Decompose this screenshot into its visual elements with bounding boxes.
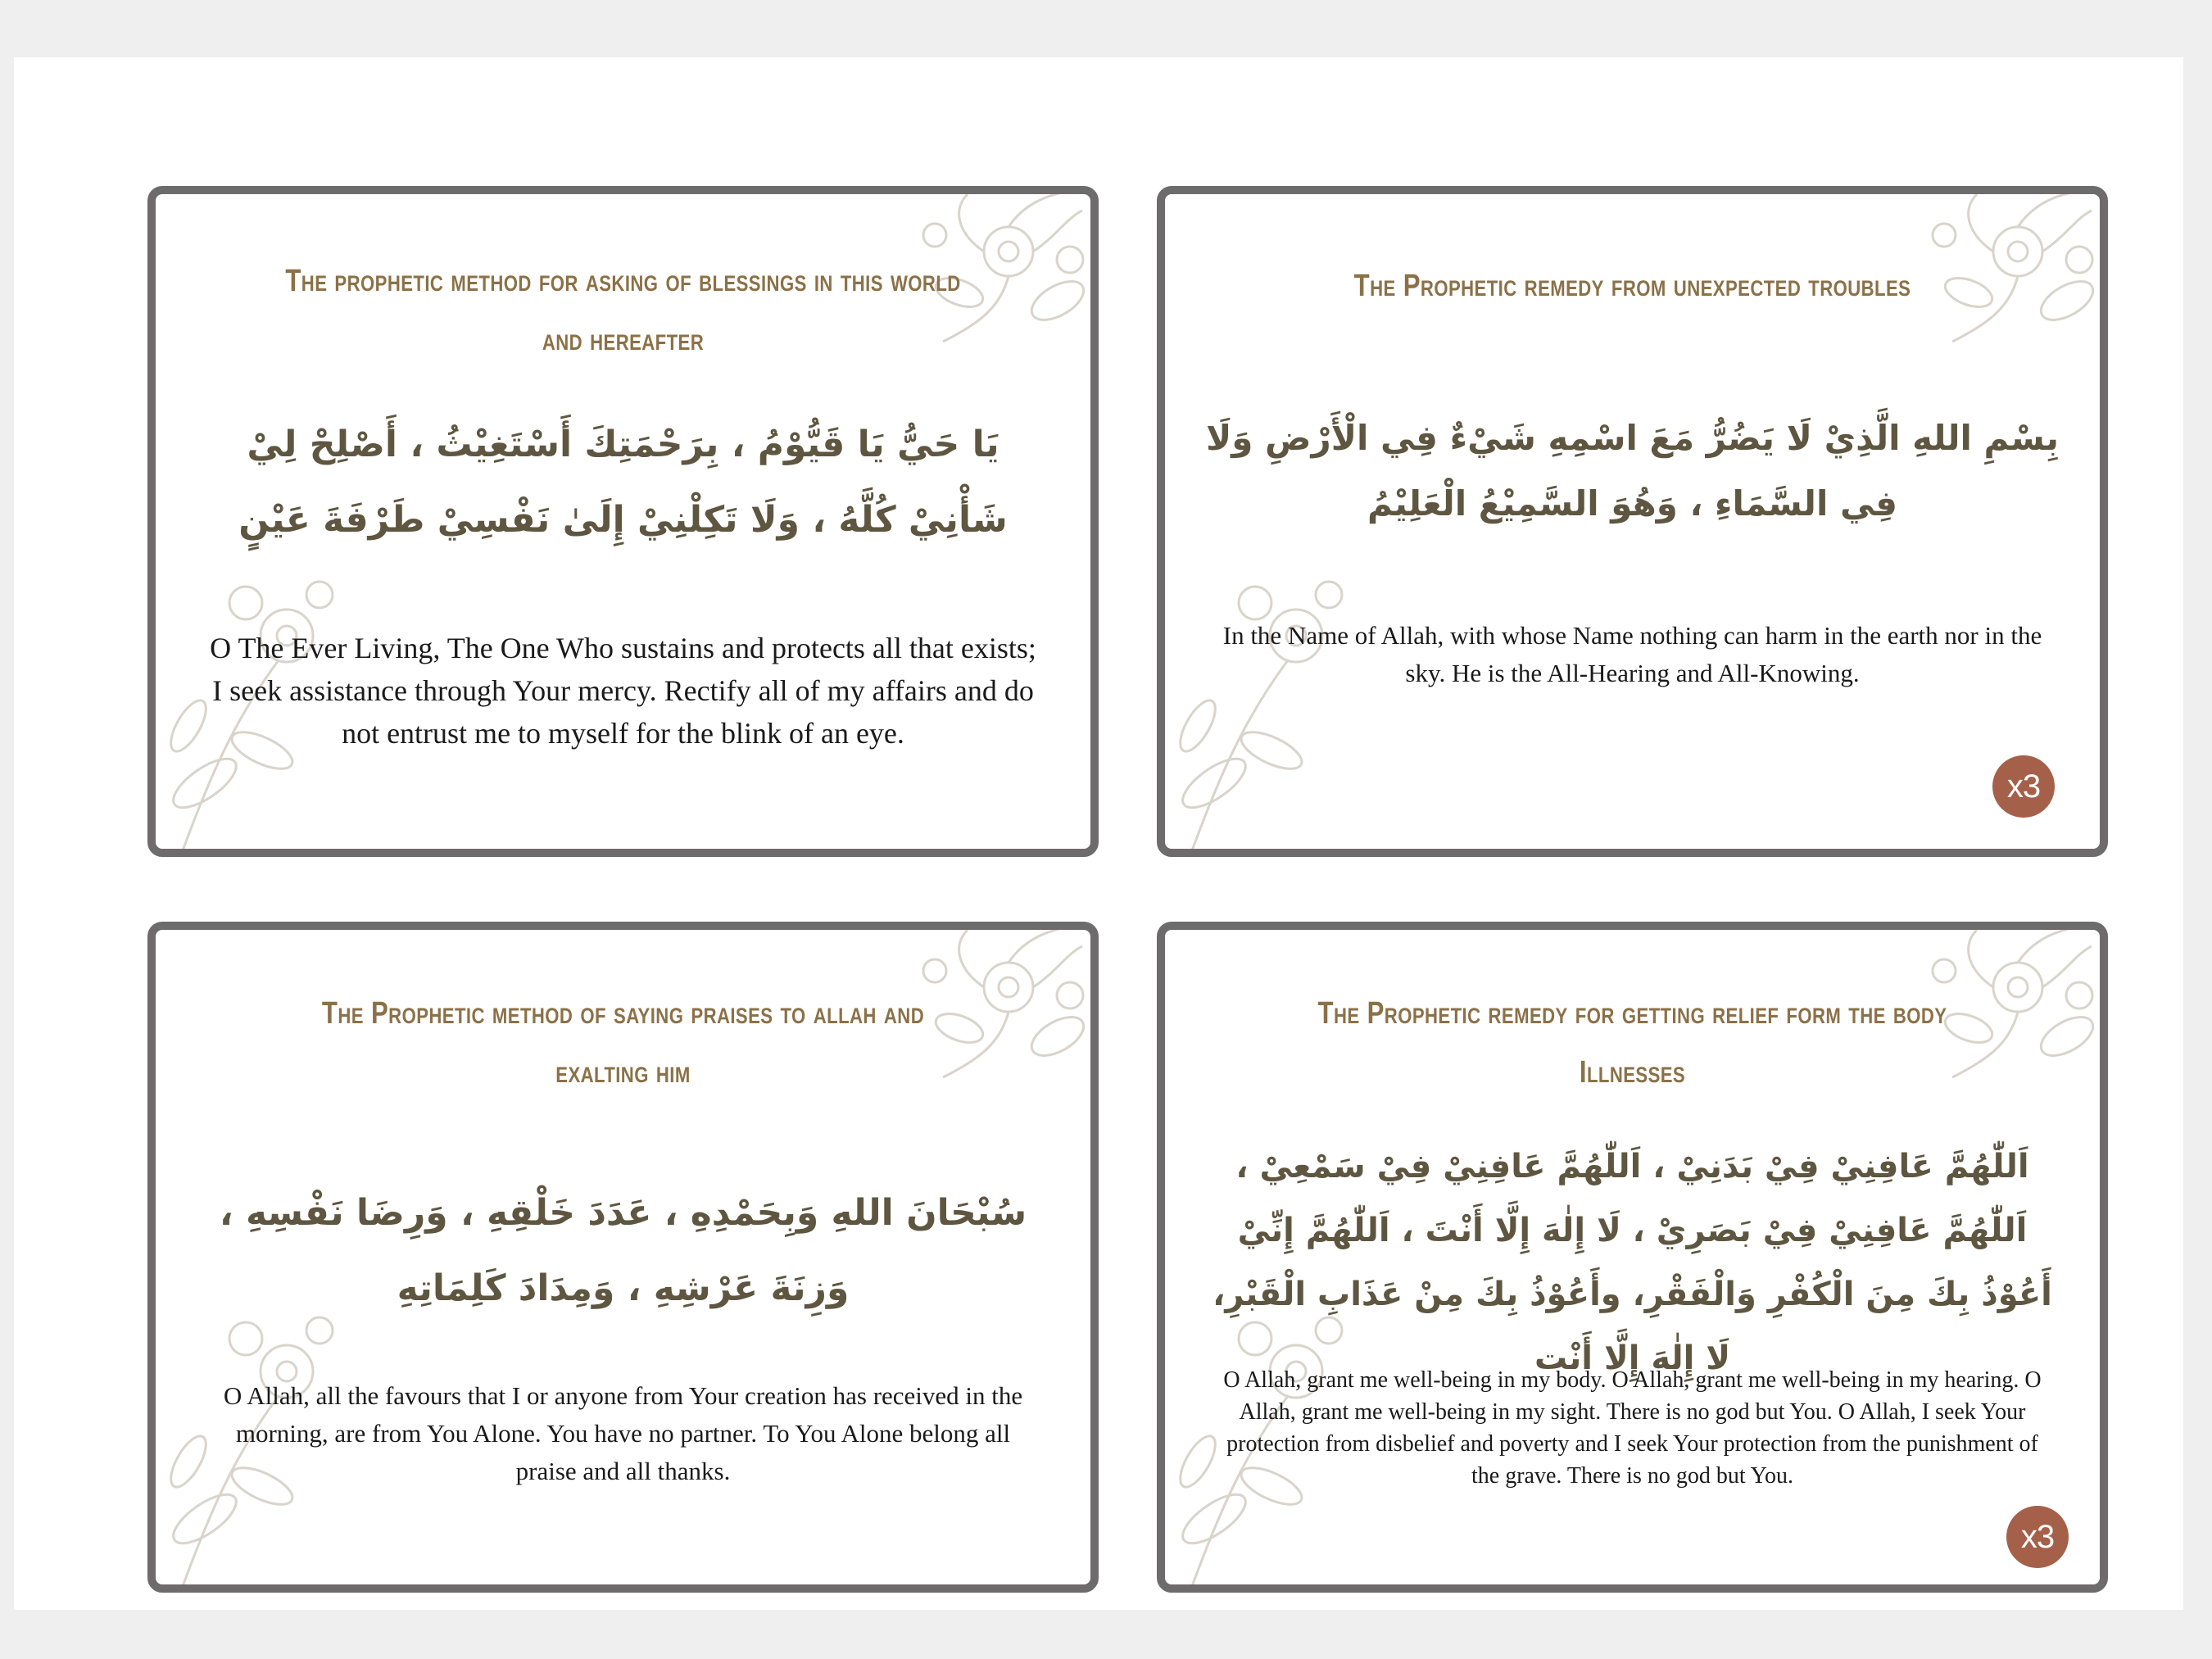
card-title: The Prophetic method of saying praises to allah and exalting him — [321, 996, 925, 1090]
english-translation: O Allah, all the favours that I or anyone from Your creation has received in the morning, are from You Alone. You have no partner. To You Alone belong all praise and all thanks. — [223, 1381, 1023, 1485]
card-title: The Prophetic remedy from unexpected troubles — [1353, 269, 1911, 303]
arabic-text: اَللّٰهُمَّ عَافِنِيْ فِيْ بَدَنِيْ ، اَللّٰهُمَّ عَافِنِيْ فِيْ سَمْعِيْ ، اَللّٰهُمَّ عَافِنِيْ فِيْ بَصَرِيْ ، لَا إِلٰهَ إِلَّا أَنْتَ ، اَللّٰهُمَّ إِنِّيْ أَعُوْذُ بِكَ مِنَ الْكُفْرِ وَالْفَقْرِ، وأَعُوْذُ بِكَ مِنْ عَذَابِ الْقَبْرِ، لَا إِلٰهَ إِلَّا أَنْت — [1213, 1148, 2052, 1377]
page-sheet — [14, 57, 2183, 1610]
english-translation: O The Ever Living, The One Who sustains and protects all that exists; I seek assistance through Your mercy. Rectify all of my affairs and do not entrust me to myself for the blink of an eye. — [210, 632, 1036, 750]
card-title: The Prophetic remedy for getting relief form the body Illnesses — [1317, 996, 1947, 1090]
dua-card-blessings — [147, 186, 1099, 857]
arabic-text: يَا حَيُّ يَا قَيُّوْمُ ، بِرَحْمَتِكَ أَسْتَغِيْثُ ، أَصْلِحْ لِيْ شَأْنِيْ كُلَّهُ ، وَلَا تَكِلْنِيْ إِلَىٰ نَفْسِيْ طَرْفَةَ عَيْنٍ — [238, 424, 1008, 541]
dua-card-illnesses — [1157, 922, 2108, 1593]
english-translation: In the Name of Allah, with whose Name nothing can harm in the earth nor in the sky. He is the All-Hearing and All-Knowing. — [1222, 621, 2042, 687]
floral-stem-icon — [1165, 546, 1378, 857]
repeat-count-badge: x3 — [1992, 755, 2055, 818]
english-translation: O Allah, grant me well-being in my body. O Allah, grant me well-being in my hearing. O Allah, grant me well-being in my sight. There is no god but You. O Allah, I seek Your protection from disbelief and poverty and I seek Your protection from the punishment of the grave. There is no god but You. — [1223, 1367, 2042, 1489]
dua-card-praises — [147, 922, 1099, 1593]
arabic-text: بِسْمِ اللهِ الَّذِيْ لَا يَضُرُّ مَعَ اسْمِهِ شَيْءٌ فِي الْأَرْضِ وَلَا فِي السَّمَاءِ ، وَهُوَ السَّمِيْعُ الْعَلِيْمُ — [1206, 418, 2059, 524]
arabic-text: سُبْحَانَ اللهِ وَبِحَمْدِهِ ، عَدَدَ خَلْقِهِ ، وَرِضَا نَفْسِهِ ، وَزِنَةَ عَرْشِهِ ، وَمِدَادَ كَلِمَاتِهِ — [219, 1192, 1027, 1309]
repeat-count-badge: x3 — [2006, 1506, 2069, 1568]
card-title: The prophetic method for asking of blessings in this world and hereafter — [285, 264, 961, 357]
dua-card-troubles — [1157, 186, 2108, 857]
